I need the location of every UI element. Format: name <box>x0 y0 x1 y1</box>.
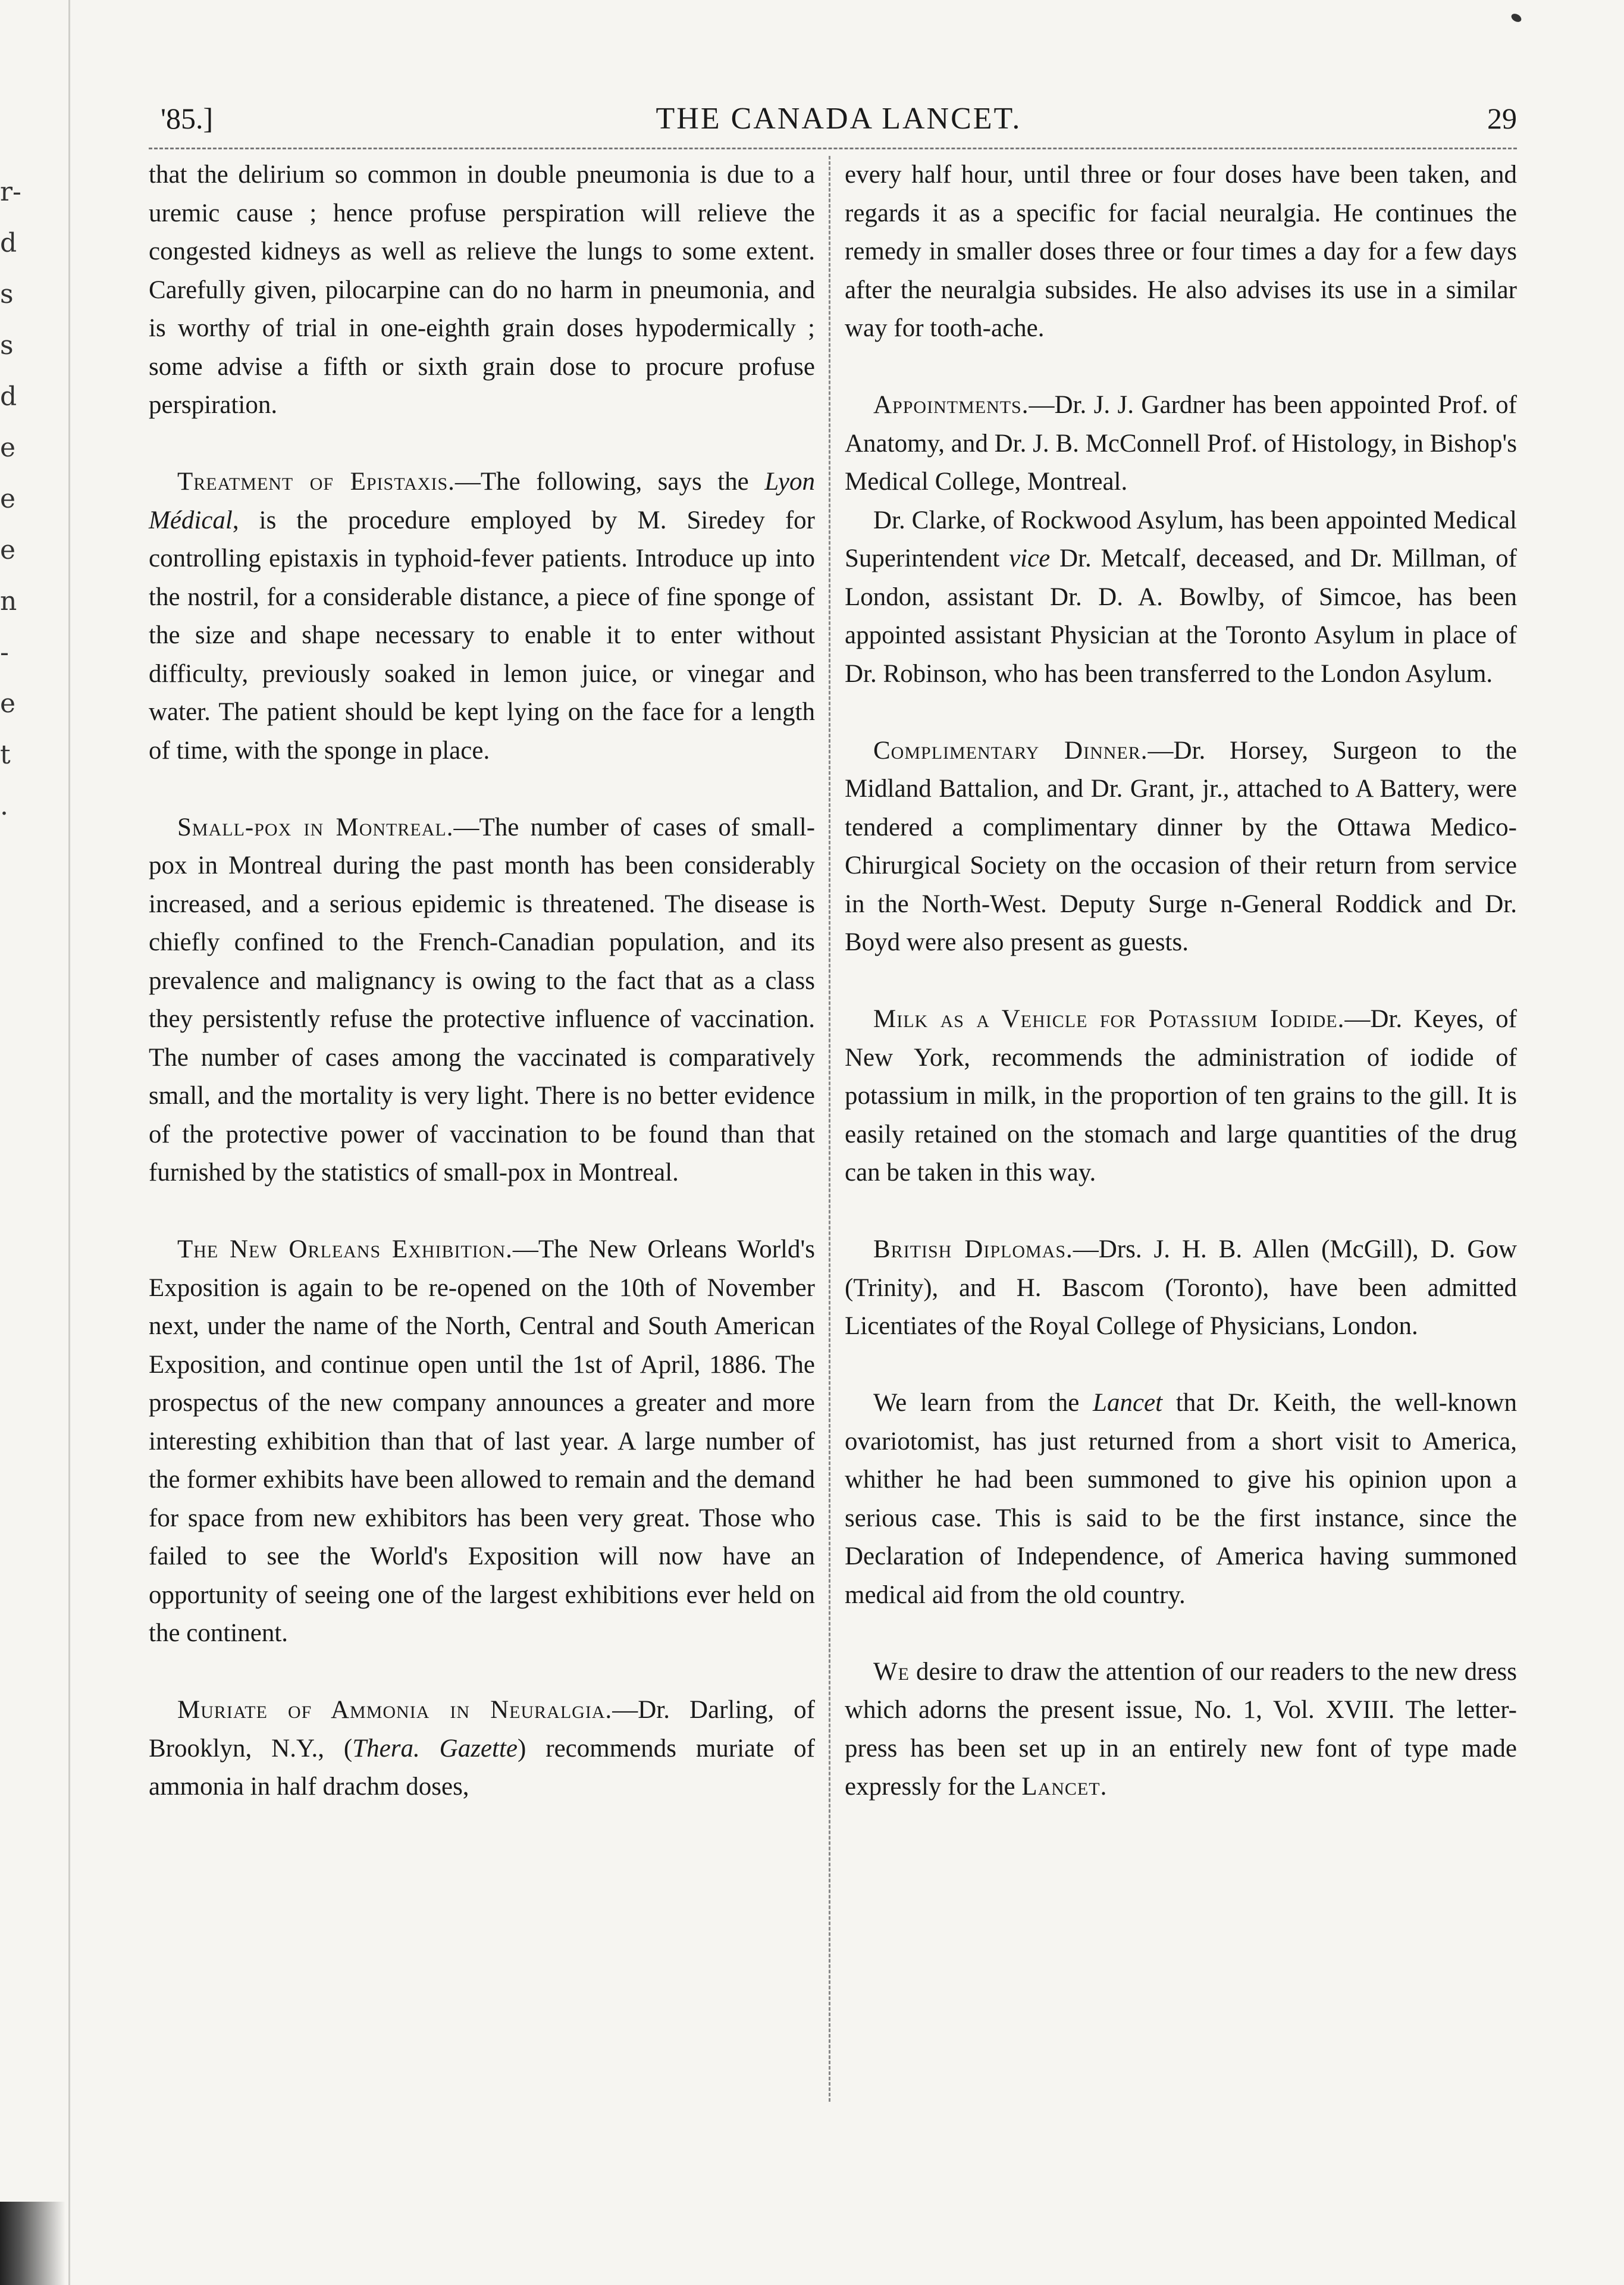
ink-speck <box>1510 12 1523 23</box>
article-british-diplomas: British Diplomas.—Drs. J. H. B. Allen (McGill), D. Gow (Trinity), and H. Bascom (Toronto), have been admitted Licentiates of the Royal College of Physicians, London. <box>845 1235 1517 1340</box>
article-milk-potassium-iodide: Milk as a Vehicle for Potassium Iodide.—Dr. Keyes, of New York, recommends the administration of iodide of potassium in milk, in the proportion of ten grains to the gill. It is easily retained on the stomach and large quantities of the drug can be taken in this way. <box>845 1005 1517 1187</box>
neuralgia-continuation: every half hour, until three or four doses have been taken, and regards it as a specific for facial neuralgia. He continues the remedy in smaller doses three or four times a day for a few days after the neuralgia subsides. He also advises its use in a similar way for tooth-ache. <box>845 161 1517 342</box>
page-number: 29 <box>1487 102 1517 135</box>
article-heading: Complimentary Dinner. <box>873 736 1148 765</box>
journal-name: Lyon Médical <box>149 468 815 534</box>
article-heading: Appointments. <box>873 391 1029 419</box>
facing-page-fragments: r- d s s d e e e n - e t . <box>0 177 21 821</box>
article-dr-keith: We learn from the Lancet that Dr. Keith, the well-known ovariotomist, has just returned from a short visit to America, whither he had been summoned to give his opinion upon a serious case. This is said to be the first instance, since the Declaration of Independence, of America having summoned medical aid from the old country. <box>845 1389 1517 1609</box>
article-new-orleans-exhibition: The New Orleans Exhibition.—The New Orleans World's Exposition is again to be re-opened on the 10th of November next, under the name of the North, Central and South American Exposition, and continue open until the 1st of April, 1886. The prospectus of the new company announces a greater and more interesting exhibition than that of last year. A large number of the former exhibits have been allowed to remain and the demand for space from new exhibitors has been very great. Those who failed to see the World's Exposition will now have an opportunity of seeing one of the largest exhibitions ever held on the continent. <box>149 1235 815 1647</box>
article-heading: Small-pox in Montreal. <box>177 813 454 841</box>
article-complimentary-dinner: Complimentary Dinner.—Dr. Horsey, Surgeon to the Midland Battalion, and Dr. Grant, jr., attached to A Battery, were tendered a complimentary dinner by the Ottawa Medico-Chirurgical Society on the occasion of their return from service in the North-West. Deputy Surge n-General Roddick and Dr. Boyd were also present as guests. <box>845 736 1517 956</box>
journal-name: Lancet. <box>1021 1773 1108 1801</box>
article-heading: The New Orleans Exhibition. <box>177 1235 513 1263</box>
scan-shadow <box>0 2202 65 2285</box>
header-year: '85.] <box>161 102 214 135</box>
binding-edge <box>68 0 70 2285</box>
left-column <box>149 156 815 1807</box>
journal-name: Thera. Gazette <box>352 1734 518 1763</box>
pneumonia-continuation: that the delirium so common in double pneumonia is due to a uremic cause ; hence profuse perspiration will relieve the congested kidneys as well as relieve the lungs to some extent. Carefully given, pilocarpine can do no harm in pneumonia, and is worthy of trial in one-eighth grain doses hypodermically ; some advise a fifth or sixth grain dose to procure profuse perspiration. <box>149 161 815 419</box>
journal-name: Lancet <box>1093 1389 1163 1417</box>
article-smallpox: Small-pox in Montreal.—The number of cases of small-pox in Montreal during the past month has been considerably increased, and a serious epidemic is threatened. The disease is chiefly confined to the French-Canadian population, and its prevalence and malignancy is owing to the fact that as a class they persistently refuse the protective influence of vaccination. The number of cases among the vaccinated is comparatively small, and the mortality is very light. There is no better evidence of the protective power of vaccination to be found than that furnished by the statistics of small-pox in Montreal. <box>149 813 816 1187</box>
right-column <box>845 156 1517 1807</box>
journal-title: THE CANADA LANCET. <box>656 102 1022 136</box>
article-new-dress-notice: We desire to draw the attention of our readers to the new dress which adorns the present issue, No. 1, Vol. XVIII. The letter-press has been set up in an entirely new font of type made expressly for the Lancet. <box>845 1657 1517 1801</box>
article-muriate-of-ammonia: Muriate of Ammonia in Neuralgia.—Dr. Darling, of Brooklyn, N.Y., (Thera. Gazette) recommends muriate of ammonia in half drachm doses, <box>149 1696 816 1801</box>
article-heading: Milk as a Vehicle for Potassium Iodide. <box>873 1005 1345 1033</box>
appointments-paragraph-2: Dr. Clarke, of Rockwood Asylum, has been appointed Medical Superintendent vice Dr. Metcalf, deceased, and Dr. Millman, of London, assistant Dr. D. A. Bowlby, of Simcoe, has been appointed assistant Physician at the Toronto Asylum in place of Dr. Robinson, who has been transferred to the London Asylum. <box>845 506 1517 688</box>
header-rule <box>149 148 1517 149</box>
article-appointments: Appointments.—Dr. J. J. Gardner has been appointed Prof. of Anatomy, and Dr. J. B. McConnell Prof. of Histology, in Bishop's Medical College, Montreal. <box>845 391 1517 496</box>
article-heading: Treatment of Epistaxis. <box>177 468 455 496</box>
column-divider <box>829 156 830 2102</box>
running-header <box>161 95 1517 143</box>
article-heading: British Diplomas. <box>873 1235 1073 1263</box>
article-heading: Muriate of Ammonia in Neuralgia. <box>177 1696 613 1724</box>
article-epistaxis: Treatment of Epistaxis.—The following, says the Lyon Médical, is the procedure employed by M. Siredey for controlling epistaxis in typhoid-fever patients. Introduce up into the nostril, for a considerable distance, a piece of fine sponge of the size and shape necessary to enable it to enter without difficulty, previously soaked in lemon juice, or vinegar and water. The patient should be kept lying on the face for a length of time, with the sponge in place. <box>149 468 815 765</box>
